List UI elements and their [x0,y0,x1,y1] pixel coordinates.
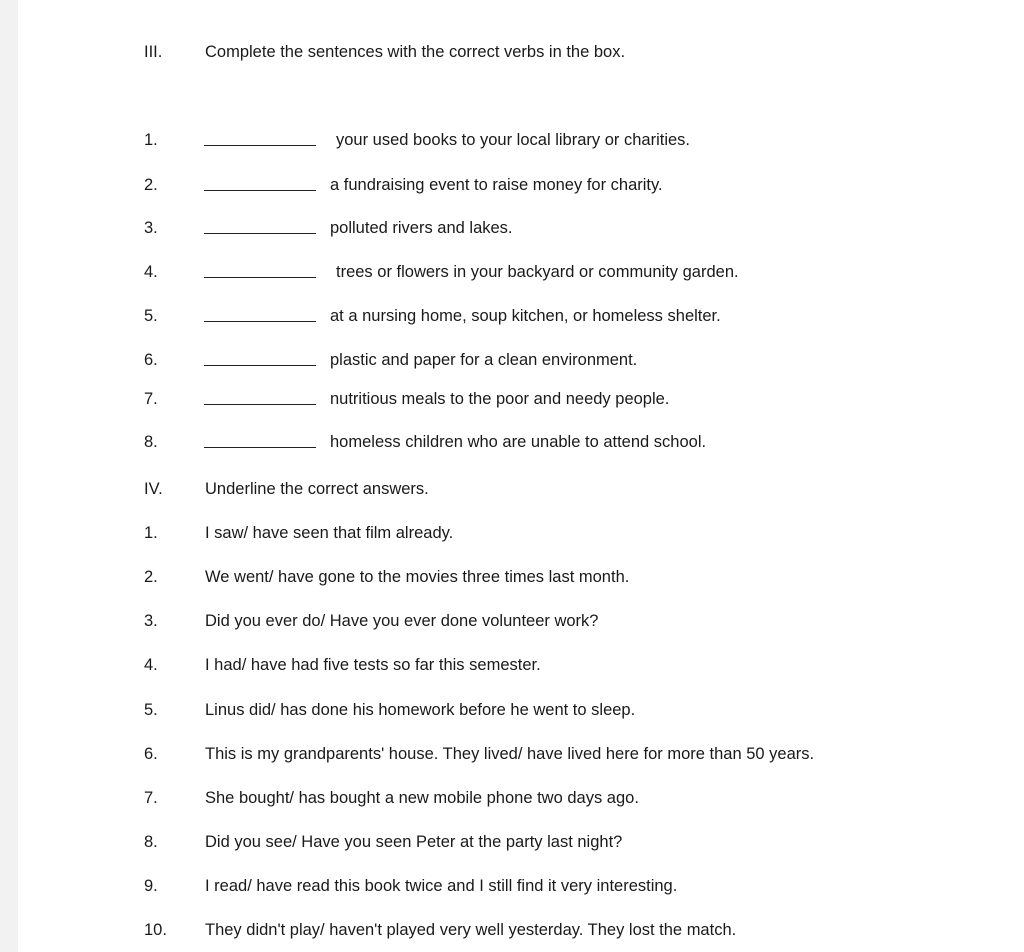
choice-item [18,739,1024,769]
answer-blank[interactable] [204,404,316,405]
fill-blank-item [18,125,1024,155]
section-4-header [18,474,1024,504]
choice-item [18,915,1024,945]
item-text: trees or flowers in your backyard or community garden. [336,263,739,281]
item-number: 7. [144,789,158,807]
item-text: She bought/ has bought a new mobile phone two days ago. [205,789,639,807]
choice-item [18,562,1024,592]
item-number: 2. [144,568,158,586]
item-number: 4. [144,656,158,674]
item-text: nutritious meals to the poor and needy people. [330,390,670,408]
choice-item [18,606,1024,636]
choice-item [18,783,1024,813]
item-number: 4. [144,263,158,281]
section-4-roman: IV. [144,480,163,498]
item-number: 6. [144,351,158,369]
item-number: 8. [144,433,158,451]
item-text: plastic and paper for a clean environment. [330,351,638,369]
item-text: I read/ have read this book twice and I still find it very interesting. [205,877,678,895]
answer-blank[interactable] [204,145,316,146]
item-number: 3. [144,219,158,237]
choice-item [18,695,1024,725]
item-text: Did you see/ Have you seen Peter at the party last night? [205,833,623,851]
answer-blank[interactable] [204,447,316,448]
item-number: 1. [144,524,158,542]
fill-blank-item [18,345,1024,375]
item-number: 1. [144,131,158,149]
item-number: 7. [144,390,158,408]
answer-blank[interactable] [204,321,316,322]
fill-blank-item [18,257,1024,287]
item-text: polluted rivers and lakes. [330,219,513,237]
fill-blank-item [18,427,1024,457]
fill-blank-item [18,384,1024,414]
fill-blank-item [18,213,1024,243]
item-number: 2. [144,176,158,194]
item-text: homeless children who are unable to attend school. [330,433,707,451]
answer-blank[interactable] [204,365,316,366]
fill-blank-item [18,170,1024,200]
item-text: They didn't play/ haven't played very well yesterday. They lost the match. [205,921,737,939]
item-number: 3. [144,612,158,630]
answer-blank[interactable] [204,277,316,278]
item-text: at a nursing home, soup kitchen, or homeless shelter. [330,307,721,325]
item-number: 5. [144,307,158,325]
item-number: 6. [144,745,158,763]
worksheet-page [18,0,1024,952]
item-number: 8. [144,833,158,851]
section-3-roman: III. [144,43,163,61]
item-text: Did you ever do/ Have you ever done volunteer work? [205,612,599,630]
item-number: 9. [144,877,158,895]
section-3-header [18,37,1024,67]
item-text: your used books to your local library or charities. [336,131,690,149]
item-text: I had/ have had five tests so far this semester. [205,656,541,674]
item-text: Linus did/ has done his homework before he went to sleep. [205,701,636,719]
item-number: 5. [144,701,158,719]
choice-item [18,827,1024,857]
answer-blank[interactable] [204,233,316,234]
section-3-instruction: Complete the sentences with the correct verbs in the box. [205,43,626,61]
item-text: a fundraising event to raise money for charity. [330,176,663,194]
choice-item [18,871,1024,901]
item-number: 10. [144,921,167,939]
choice-item [18,650,1024,680]
choice-item [18,518,1024,548]
fill-blank-item [18,301,1024,331]
answer-blank[interactable] [204,190,316,191]
section-4-instruction: Underline the correct answers. [205,480,429,498]
item-text: We went/ have gone to the movies three times last month. [205,568,630,586]
item-text: I saw/ have seen that film already. [205,524,454,542]
item-text: This is my grandparents' house. They lived/ have lived here for more than 50 years. [205,745,815,763]
